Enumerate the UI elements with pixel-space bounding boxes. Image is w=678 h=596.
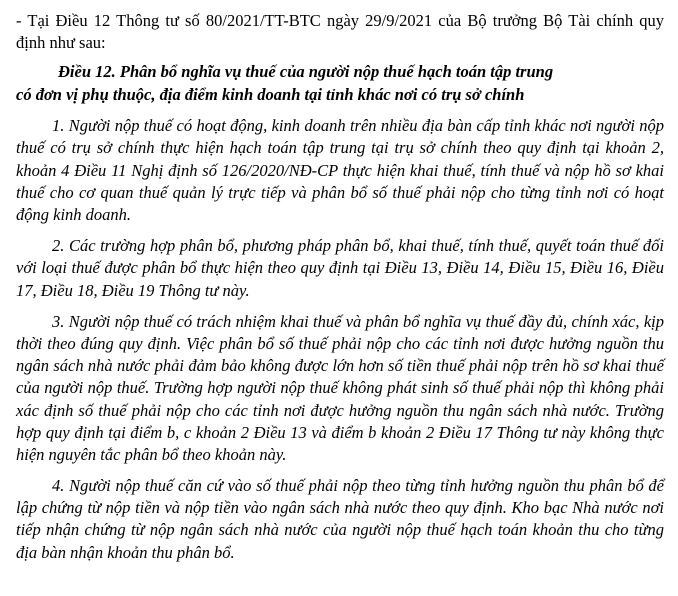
- article-heading: [16, 61, 664, 106]
- intro-paragraph: - Tại Điều 12 Thông tư số 80/2021/TT-BTC ngày 29/9/2021 của Bộ trưởng Bộ Tài chính quy định như sau:: [16, 11, 664, 53]
- clause-3-paragraph: 3. Người nộp thuế có trách nhiệm khai thuế và phân bổ nghĩa vụ thuế đầy đủ, chính xác, kịp thời theo đúng quy định. Việc phân bổ số thuế phải nộp cho các tỉnh nơi được hưởng nguồn thu ngân sách nhà nước phải đảm bảo không được lớn hơn số tiền thuế phải nộp trên hồ sơ khai thuế của người nộp thuế. Trường hợp người nộp thuế không phát sinh số thuế phải nộp thì không phải xác định số thuế phải nộp cho các tỉnh nơi được hưởng nguồn thu ngân sách nhà nước. Trường hợp quy định tại điểm b, c khoản 2 Điều 13 và điểm b khoản 2 Điều 17 Thông tư này không thực hiện nguyên tắc phân bổ theo khoản này.: [16, 311, 664, 464]
- article-heading-line-2: có đơn vị phụ thuộc, địa điểm kinh doanh tại tỉnh khác nơi có trụ sở chính: [16, 84, 525, 104]
- article-heading-line-1: Điều 12. Phân bổ nghĩa vụ thuế của người nộp thuế hạch toán tập trung: [58, 62, 554, 82]
- clause-4-paragraph: 4. Người nộp thuế căn cứ vào số thuế phải nộp theo từng tỉnh hưởng nguồn thu phân bổ để lập chứng từ nộp tiền và nộp tiền vào ngân sách nhà nước theo quy định. Kho bạc Nhà nước nơi tiếp nhận chứng từ nộp ngân sách nhà nước của người nộp thuế hạch toán khoản thu cho từng địa bàn nhận khoản thu phân bổ.: [16, 476, 664, 562]
- clause-1-paragraph: 1. Người nộp thuế có hoạt động, kinh doanh trên nhiều địa bàn cấp tỉnh khác nơi người nộp thuế có trụ sở chính thực hiện hạch toán tập trung tại trụ sở chính theo quy định tại khoản 2, khoản 4 Điều 11 Nghị định số 126/2020/NĐ-CP thực hiện khai thuế, tính thuế và nộp hồ sơ khai thuế cho cơ quan thuế quản lý trực tiếp và phân bổ số thuế phải nộp cho từng tỉnh nơi có hoạt động kinh doanh.: [16, 116, 664, 224]
- clause-2-paragraph: 2. Các trường hợp phân bổ, phương pháp phân bổ, khai thuế, tính thuế, quyết toán thuế đối với loại thuế được phân bổ thực hiện theo quy định tại Điều 13, Điều 14, Điều 15, Điều 16, Điều 17, Điều 18, Điều 19 Thông tư này.: [16, 236, 664, 300]
